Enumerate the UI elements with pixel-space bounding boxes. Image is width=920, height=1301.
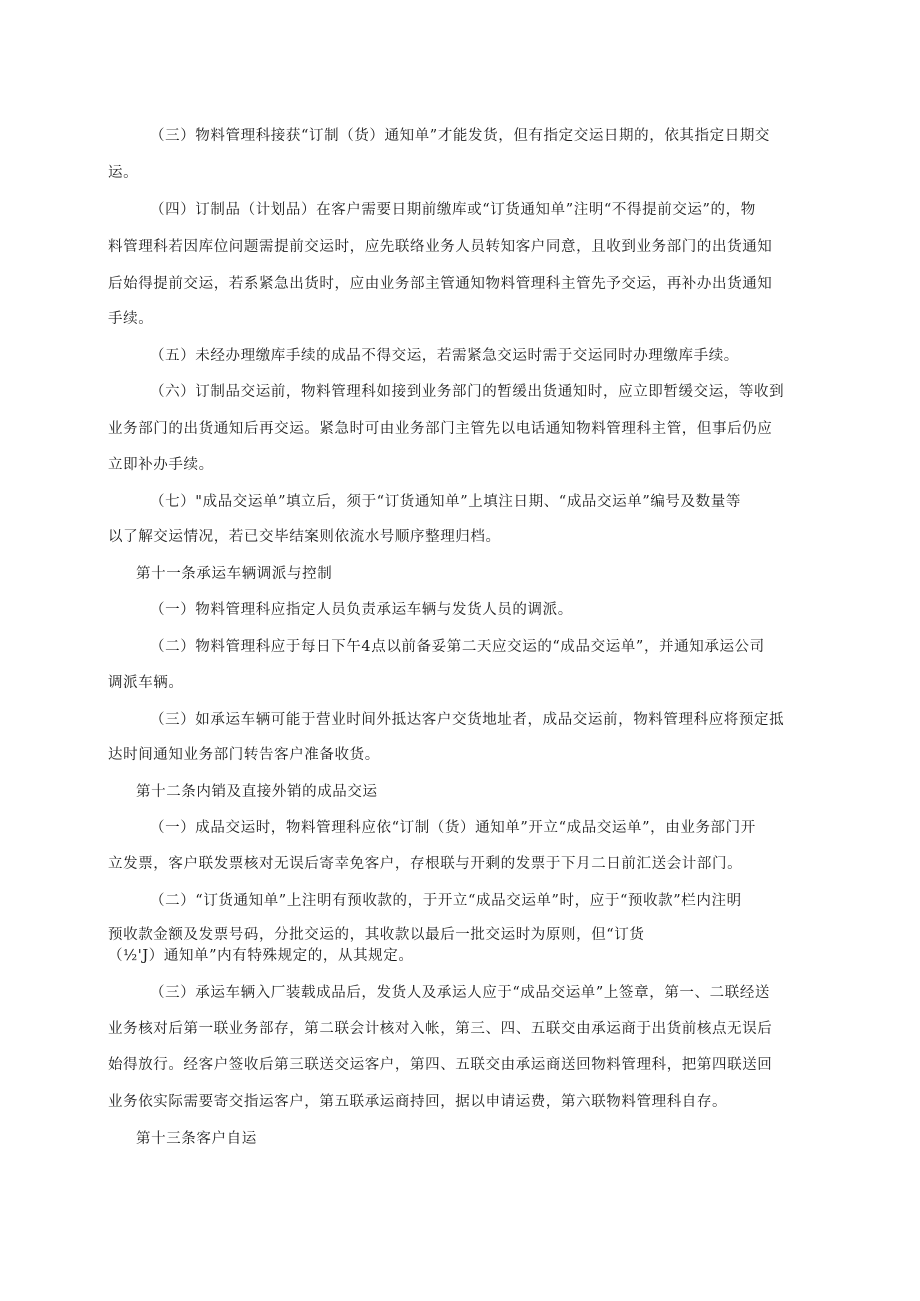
paragraph-line: （七）"成品交运单”填立后，须于“订货通知单”上填注日期、“成品交运单”编号及数量等 <box>150 494 741 510</box>
paragraph-line: 立发票，客户联发票核对无误后寄幸免客户，存根联与开剩的发票于下月二日前汇送会计部门。 <box>108 856 743 872</box>
article-heading: 第十一条承运车辆调派与控制 <box>136 566 333 582</box>
paragraph-line: （四）订制品（计划品）在客户需要日期前缴库或“订货通知单”注明“不得提前交运”的，物 <box>150 202 756 218</box>
paragraph-line: 业务依实际需要寄交指运客户，第五联承运商持回，据以申请运费，第六联物料管理科自存。 <box>108 1094 728 1110</box>
paragraph-line: 运。 <box>108 165 139 181</box>
paragraph-line: 业务核对后第一联业务部存，第二联会计核对入帐，第三、四、五联交由承运商于出货前核点无误后 <box>108 1021 773 1037</box>
paragraph-line: （一）成品交运时，物料管理科应依“订制（货）通知单”开立“成品交运单”，由业务部门开 <box>150 820 756 836</box>
article-heading: 第十二条内销及直接外销的成品交运 <box>136 784 378 800</box>
paragraph-line: 后始得提前交运，若系紧急出货时，应由业务部主管通知物料管理科主管先予交运，再补办出货通知 <box>108 276 773 292</box>
paragraph-line: 调派车辆。 <box>108 675 184 691</box>
paragraph-line: 预收款金额及发票号码，分批交运的，其收款以最后一批交运时为原则，但“订货 <box>108 927 645 943</box>
paragraph-line: （二）物料管理科应于每日下午4点以前备妥第二天应交运的“成品交运单”，并通知承运公司 <box>150 639 765 655</box>
article-heading: 第十三条客户自运 <box>136 1131 257 1147</box>
paragraph-line: （三）物料管理科接获“订制（货）通知单”才能发货，但有指定交运日期的，依其指定日期交 <box>150 128 771 144</box>
paragraph-line: （三）如承运车辆可能于营业时间外抵达客户交货地址者，成品交运前，物料管理科应将预定抵 <box>150 712 785 728</box>
paragraph-line: 料管理科若因库位问题需提前交运时，应先联络业务人员转知客户同意，且收到业务部门的出货通知 <box>108 239 773 255</box>
paragraph-line: （六）订制品交运前，物料管理科如接到业务部门的暂缓出货通知时，应立即暂缓交运，等收到 <box>150 384 785 400</box>
paragraph-line: （三）承运车辆入厂装载成品后，发货人及承运人应于“成品交运单”上签章，第一、二联经送 <box>150 985 771 1001</box>
paragraph-line: 达时间通知业务部门转告客户准备收货。 <box>108 747 380 763</box>
paragraph-line: （二）“订货通知单”上注明有预收款的，于开立“成品交运单”时，应于“预收款”栏内注明 <box>150 893 742 909</box>
paragraph-line: 始得放行。经客户签收后第三联送交运客户，第四、五联交由承运商送回物料管理科，把第四联送回 <box>108 1057 773 1073</box>
paragraph-line: 手续。 <box>108 311 154 327</box>
paragraph-line: 以了解交运情况，若已交毕结案则依流水号顺序整理归档。 <box>108 529 501 545</box>
paragraph-line: 业务部门的出货通知后再交运。紧急时可由业务部门主管先以电话通知物料管理科主管，但事后仍应 <box>108 421 773 437</box>
paragraph-line: （½'J）通知单”内有特殊规定的，从其规定。 <box>108 948 414 964</box>
paragraph-line: 立即补办手续。 <box>108 457 214 473</box>
paragraph-line: （五）未经办理缴库手续的成品不得交运，若需紧急交运时需于交运同时办理缴库手续。 <box>150 348 739 364</box>
paragraph-line: （一）物料管理科应指定人员负责承运车辆与发货人员的调派。 <box>150 602 573 618</box>
